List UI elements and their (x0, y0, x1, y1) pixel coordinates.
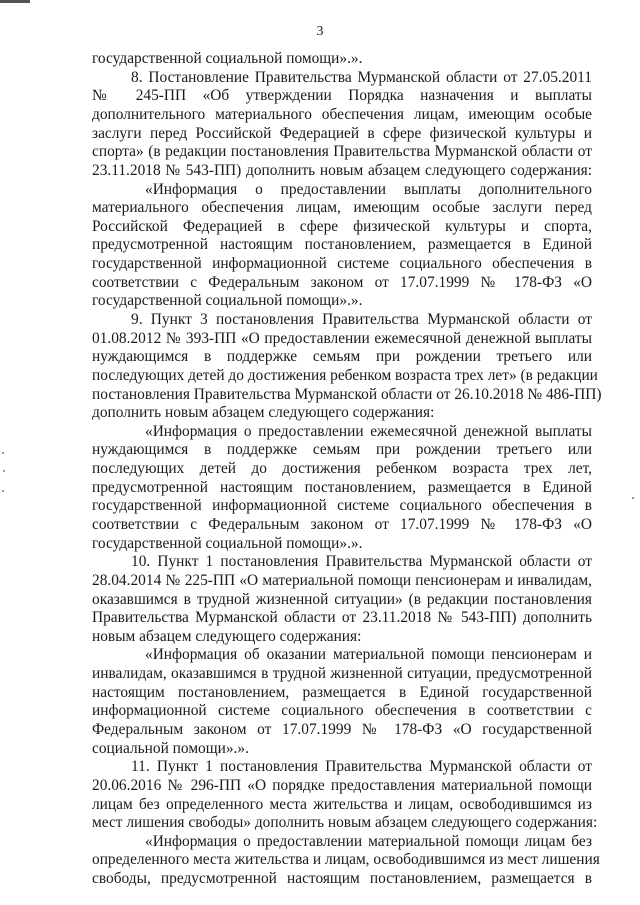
text-line: инвалидам, оказавшимся в трудной жизненной ситуации, предусмотренной (92, 665, 592, 682)
text-line: 20.06.2016 № 296-ПП «О порядке предоставления материальной помощи (92, 776, 592, 794)
text-line: нуждающимся в поддержке семьям при рождении третьего или (92, 441, 592, 459)
text-line: № 245-ПП «Об утверждении Порядка назначения и выплаты (92, 87, 592, 105)
text-line: 10. Пункт 1 постановления Правительства Мурманской области от (131, 553, 592, 571)
text-line: «Информация об оказании материальной помощи пенсионерам и (145, 646, 592, 664)
text-line: 23.11.2018 № 543-ПП) дополнить новым абзацем следующего содержания: (92, 161, 592, 179)
page-number: 3 (316, 24, 324, 39)
text-line: нуждающимся в поддержке семьям при рождении третьего или (92, 348, 592, 366)
text-line: определенного места жительства и лицам, освободившимся из мест лишения (92, 851, 600, 869)
text-line: дополнительного материального обеспечения лицам, имеющим особые (92, 105, 592, 123)
text-line: постановления Правительства Мурманской области от 26.10.2018 № 486-ПП) (92, 385, 602, 403)
text-line: предусмотренной настоящим постановлением, размещается в Единой (92, 236, 592, 254)
text-line: 28.04.2014 № 225-ПП «О материальной помощи пенсионерам и инвалидам, (92, 571, 592, 589)
text-line: 9. Пункт 3 постановления Правительства Мурманской области от (131, 310, 592, 328)
text-line: мест лишения свободы» дополнить новым абзацем следующего содержания: (92, 814, 598, 832)
text-line: государственной социальной помощи».». (92, 50, 363, 67)
text-line: последующих детей до достижения ребенком возраста трех лет, (92, 460, 592, 477)
text-line: «Информация о предоставлении материальной помощи лицам без (145, 832, 592, 850)
text-line: «Информация о предоставлении выплаты дополнительного (145, 180, 592, 198)
text-line: заслуги перед Российской Федерацией в сфере физической культуры и (92, 124, 592, 142)
scan-speck (632, 497, 634, 499)
text-line: «Информация о предоставлении ежемесячной денежной выплаты (145, 422, 592, 440)
text-line: 8. Постановление Правительства Мурманской области от 27.05.2011 (131, 68, 592, 86)
text-line: соответствии с Федеральным законом от 17.07.1999 № 178-ФЗ «О (92, 273, 592, 291)
text-line: 11. Пункт 1 постановления Правительства Мурманской области от (131, 758, 592, 776)
scan-mark (0, 0, 30, 3)
text-line: государственной социальной помощи».». (92, 534, 363, 552)
text-line: государственной информационной системе социального обеспечения в (92, 255, 592, 272)
scan-speck (3, 470, 5, 472)
text-line: настоящим постановлением, размещается в Единой государственной (92, 683, 592, 701)
text-line: 01.08.2012 № 393-ПП «О предоставлении ежемесячной денежной выплаты (92, 329, 592, 347)
text-line: последующих детей до достижения ребенком возраста трех лет» (в редакции (92, 366, 598, 384)
text-line: государственной социальной помощи».». (92, 292, 363, 310)
scan-speck (2, 452, 4, 454)
scan-speck (2, 490, 4, 492)
text-line: Российской Федерацией в сфере физической культуры и спорта, (92, 217, 592, 235)
text-line: свободы, предусмотренной настоящим постановлением, размещается в (92, 870, 592, 887)
text-line: Федеральным законом от 17.07.1999 № 178-ФЗ «О государственной (92, 720, 592, 738)
text-line: оказавшимся в трудной жизненной ситуации» (в редакции постановления (92, 590, 592, 608)
text-line: новым абзацем следующего содержания: (92, 627, 362, 645)
text-line: информационной системе социального обеспечения в соответствии с (92, 702, 592, 720)
text-line: государственной информационной системе социального обеспечения в (92, 497, 592, 515)
text-line: Правительства Мурманской области от 23.11.2018 № 543-ПП) дополнить (92, 609, 592, 627)
text-line: материального обеспечения лицам, имеющим особые заслуги перед (92, 199, 592, 217)
text-line: дополнить новым абзацем следующего содержания: (92, 404, 435, 422)
text-line: предусмотренной настоящим постановлением, размещается в Единой (92, 478, 592, 496)
text-line: социальной помощи».». (92, 739, 249, 757)
text-line: спорта» (в редакции постановления Правительства Мурманской области от (92, 143, 592, 161)
text-line: соответствии с Федеральным законом от 17.07.1999 № 178-ФЗ «О (92, 515, 592, 533)
text-line: лицам без определенного места жительства и лицам, освободившимся из (92, 795, 592, 813)
